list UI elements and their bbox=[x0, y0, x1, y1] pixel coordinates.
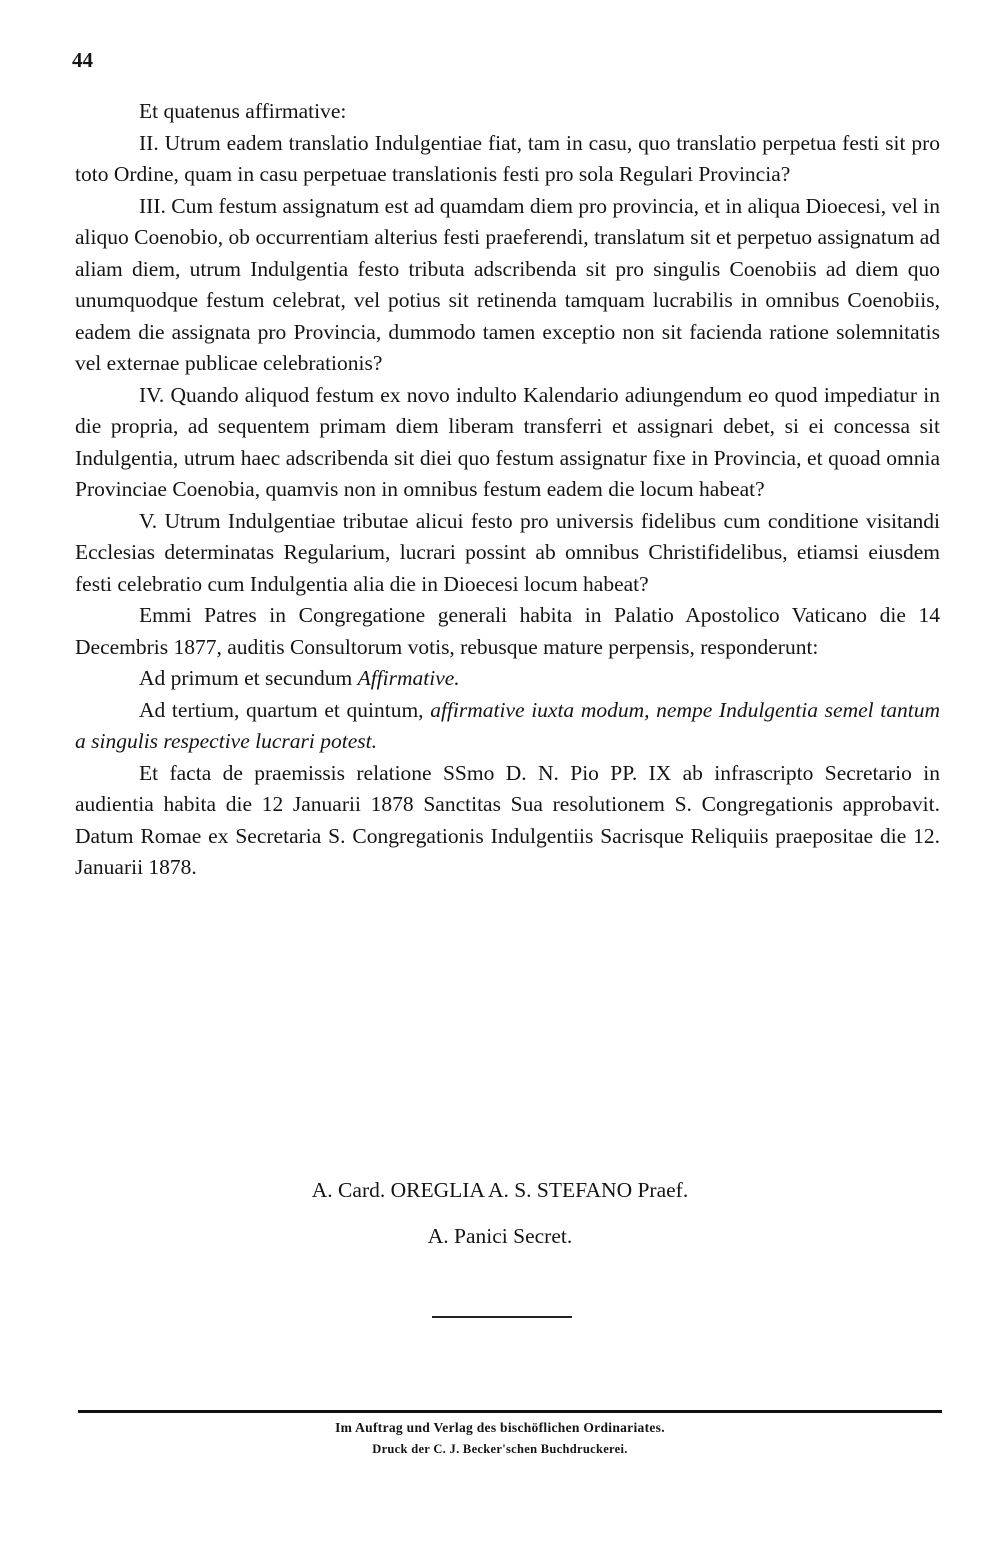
paragraph-answer-3-5 bbox=[75, 695, 940, 758]
footer-divider bbox=[78, 1410, 942, 1413]
paragraph-question-5: V. Utrum Indulgentiae tributae alicui festo pro universis fidelibus cum conditione visitandi Ecclesias determinatas Regularium, lucrari possint ab omnibus Christifidelibus, etiamsi eiusdem festi celebratio cum Indulgentia alia die in Dioecesi locum habeat? bbox=[75, 508, 940, 596]
paragraph-question-2: II. Utrum eadem translatio Indulgentiae fiat, tam in casu, quo translatio perpetua festi sit pro toto Ordine, quam in casu perpetuae translationis festi pro sola Regulari Provincia? bbox=[75, 130, 940, 186]
paragraph-decision: Emmi Patres in Congregatione generali habita in Palatio Apostolico Vaticano die 14 Decembris 1877, auditis Consultorum votis, rebusque mature perpensis, responderunt: bbox=[75, 603, 940, 659]
short-divider bbox=[432, 1316, 572, 1318]
answer-italic: affirmative iuxta modum, nempe Indulgentia semel tantum a singulis respective lucrari potest. bbox=[75, 697, 940, 753]
answer-lead: Ad tertium, quartum et quintum, bbox=[139, 697, 424, 722]
body-text bbox=[75, 96, 940, 884]
answer-lead: Ad primum et secundum bbox=[139, 666, 353, 690]
paragraph-question-4: IV. Quando aliquod festum ex novo indulto Kalendario adiungendum eo quod impediatur in die propria, ad sequentem primam diem liberam transferri et assignari debet, si ei concessa sit Indulgentia, utrum haec adscribenda sit diei quo festum assignatur fixe in Provincia, et quoad omnia Provinciae Coenobia, quamvis non in omnibus festum eadem die locum habeat? bbox=[75, 382, 940, 501]
paragraph-approval: Et facta de praemissis relatione SSmo D. N. Pio PP. IX ab infrascripto Secretario in audientia habita die 12 Januarii 1878 Sanctitas Sua resolutionem S. Congregationis approbavit. Datum Romae ex Secretaria S. Congregationis Indulgentiis Sacrisque Reliquiis praepositae die 12. Januarii 1878. bbox=[75, 760, 940, 879]
paragraph-intro: Et quatenus affirmative: bbox=[139, 99, 347, 123]
page-number: 44 bbox=[72, 48, 93, 72]
answer-italic: Affirmative. bbox=[357, 666, 460, 690]
signature-prefect: A. Card. OREGLIA A. S. STEFANO Praef. bbox=[311, 1178, 689, 1202]
paragraph-answer-1-2 bbox=[75, 663, 940, 695]
imprint-publisher: Im Auftrag und Verlag des bischöflichen Ordinariates. bbox=[335, 1420, 665, 1435]
signature-secretary: A. Panici Secret. bbox=[427, 1224, 573, 1248]
paragraph-question-3: III. Cum festum assignatum est ad quamdam diem pro provincia, et in aliqua Dioecesi, vel in aliquo Coenobio, ob occurrentiam alterius festi praeferendi, translatum sit et perpetuo assignatum ad aliam diem, utrum Indulgentia festo tributa adscribenda sit pro singulis Coenobiis ad diem quo unumquodque festum celebrat, vel potius sit retinenda tamquam lucrabilis in omnibus Coenobiis, eadem die assignata pro Provincia, dummodo tamen exceptio non sit facienda ratione solemnitatis vel externae publicae celebrationis? bbox=[75, 193, 940, 375]
imprint-printer: Druck der C. J. Becker'schen Buchdruckerei. bbox=[372, 1442, 628, 1456]
